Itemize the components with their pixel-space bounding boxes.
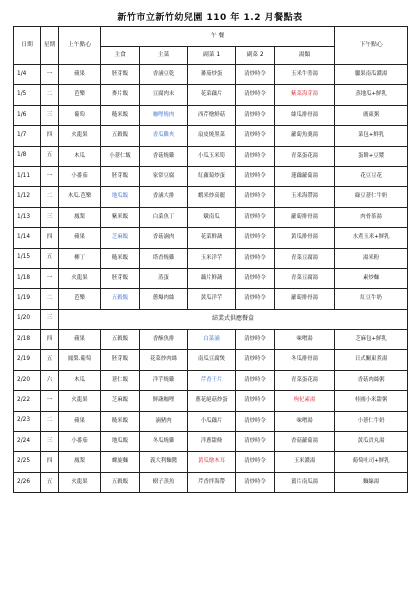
staple-cell: 糙米飯 bbox=[101, 105, 140, 125]
pm-snack-cell: 麵線湯 bbox=[335, 472, 408, 492]
staple-cell: 五穀飯 bbox=[101, 330, 140, 350]
pm-snack-cell: 綠豆薏仁牛奶 bbox=[335, 187, 408, 207]
side-dish-1-cell: 藕片鮮蔬 bbox=[188, 268, 236, 288]
header-weekday: 星期 bbox=[41, 27, 59, 65]
weekday-cell: 二 bbox=[41, 85, 59, 105]
am-snack-cell: 木瓜.芭樂 bbox=[59, 187, 101, 207]
side-dish-2-cell: 清炒時令 bbox=[236, 187, 275, 207]
date-cell: 2/18 bbox=[14, 330, 41, 350]
main-dish-cell: 豆腐肉末 bbox=[140, 85, 188, 105]
date-cell: 1/13 bbox=[14, 207, 41, 227]
soup-cell: 紫菜海芽湯 bbox=[275, 85, 335, 105]
date-cell: 1/14 bbox=[14, 228, 41, 248]
header-pm-snack: 下午點心 bbox=[335, 27, 408, 65]
pm-snack-cell: 菜包+鮮乳 bbox=[335, 126, 408, 146]
am-snack-cell: 芭樂 bbox=[59, 85, 101, 105]
pm-snack-cell: 小薏仁牛奶 bbox=[335, 411, 408, 431]
date-cell: 1/8 bbox=[14, 146, 41, 166]
am-snack-cell: 火龍果 bbox=[59, 391, 101, 411]
am-snack-cell: 蘋果 bbox=[59, 411, 101, 431]
weekday-cell: 一 bbox=[41, 268, 59, 288]
weekday-cell: 二 bbox=[41, 411, 59, 431]
header-staple: 主食 bbox=[101, 47, 140, 65]
main-dish-cell: 塔香燒雞 bbox=[140, 248, 188, 268]
date-cell: 1/4 bbox=[14, 65, 41, 85]
soup-cell: 青菜豆腐湯 bbox=[275, 268, 335, 288]
side-dish-2-cell: 清炒時令 bbox=[236, 330, 275, 350]
soup-cell: 薑片南瓜湯 bbox=[275, 472, 335, 492]
table-row bbox=[14, 85, 408, 105]
staple-cell: 胚芽飯 bbox=[101, 350, 140, 370]
table-row bbox=[14, 370, 408, 390]
soup-cell: 枸杞素湯 bbox=[275, 391, 335, 411]
main-dish-cell: 蒸蛋 bbox=[140, 268, 188, 288]
meal-table bbox=[13, 26, 408, 493]
side-dish-1-cell: 小瓜藕片 bbox=[188, 411, 236, 431]
date-cell: 1/18 bbox=[14, 268, 41, 288]
soup-cell: 蓮藕蘿蔔湯 bbox=[275, 166, 335, 186]
side-dish-1-cell: 蔥花絕菇炒蛋 bbox=[188, 391, 236, 411]
side-dish-1-cell: 玉米洋芋 bbox=[188, 248, 236, 268]
weekday-cell: 一 bbox=[41, 166, 59, 186]
date-cell: 1/15 bbox=[14, 248, 41, 268]
am-snack-cell: 火龍果 bbox=[59, 126, 101, 146]
date-cell: 1/20 bbox=[14, 309, 41, 329]
pm-snack-cell: 花豆豆花 bbox=[335, 166, 408, 186]
main-dish-cell: 樹子蒸魚 bbox=[140, 472, 188, 492]
weekday-cell: 三 bbox=[41, 432, 59, 452]
side-dish-2-cell: 清炒時令 bbox=[236, 166, 275, 186]
date-cell: 2/23 bbox=[14, 411, 41, 431]
am-snack-cell: 火龍果 bbox=[59, 268, 101, 288]
soup-cell: 味噌湯 bbox=[275, 411, 335, 431]
staple-cell: 薏仁飯 bbox=[101, 370, 140, 390]
weekday-cell: 六 bbox=[41, 370, 59, 390]
table-row bbox=[14, 146, 408, 166]
header-side2: 副菜 2 bbox=[236, 47, 275, 65]
am-snack-cell: 鳳梨.葡萄 bbox=[59, 350, 101, 370]
weekday-cell: 三 bbox=[41, 105, 59, 125]
table-row bbox=[14, 65, 408, 85]
side-dish-1-cell: 芹香干片 bbox=[188, 370, 236, 390]
staple-cell: 糙米飯 bbox=[101, 248, 140, 268]
weekday-cell: 五 bbox=[41, 146, 59, 166]
table-row bbox=[14, 452, 408, 472]
main-dish-cell: 家常豆腐 bbox=[140, 166, 188, 186]
am-snack-cell: 火龍果 bbox=[59, 472, 101, 492]
soup-cell: 香菇蘿蔔湯 bbox=[275, 432, 335, 452]
table-row bbox=[14, 207, 408, 227]
soup-cell: 玉米海帶湯 bbox=[275, 187, 335, 207]
side-dish-2-cell: 清炒時令 bbox=[236, 472, 275, 492]
staple-cell: 糙米飯 bbox=[101, 411, 140, 431]
side-dish-1-cell: 白菜滷 bbox=[188, 330, 236, 350]
pm-snack-cell: 葡萄吐司+鮮乳 bbox=[335, 452, 408, 472]
weekday-cell: 四 bbox=[41, 330, 59, 350]
side-dish-2-cell: 清炒時令 bbox=[236, 146, 275, 166]
date-cell: 1/12 bbox=[14, 187, 41, 207]
am-snack-cell: 芭樂 bbox=[59, 289, 101, 309]
pm-snack-cell: 黃瓜貢丸湯 bbox=[335, 432, 408, 452]
date-cell: 1/11 bbox=[14, 166, 41, 186]
side-dish-2-cell: 清炒時令 bbox=[236, 85, 275, 105]
side-dish-2-cell: 清炒時令 bbox=[236, 370, 275, 390]
staple-cell: 麥片飯 bbox=[101, 85, 140, 105]
soup-cell: 玉米濃湯 bbox=[275, 452, 335, 472]
side-dish-2-cell: 清炒時令 bbox=[236, 65, 275, 85]
table-row bbox=[14, 350, 408, 370]
weekday-cell: 一 bbox=[41, 65, 59, 85]
main-dish-cell: 香滷大排 bbox=[140, 187, 188, 207]
main-dish-cell: 義大利麵醬 bbox=[140, 452, 188, 472]
weekday-cell: 四 bbox=[41, 452, 59, 472]
side-dish-1-cell: 黃瓜洋芋 bbox=[188, 289, 236, 309]
soup-cell: 絲瓜排骨湯 bbox=[275, 105, 335, 125]
header-am-snack: 上午點心 bbox=[59, 27, 101, 65]
pm-snack-cell: 日式關東煮湯 bbox=[335, 350, 408, 370]
staple-cell: 螺旋麵 bbox=[101, 452, 140, 472]
table-row bbox=[14, 411, 408, 431]
main-dish-cell: 香菇燒雞 bbox=[140, 146, 188, 166]
weekday-cell: 四 bbox=[41, 228, 59, 248]
staple-cell: 地瓜飯 bbox=[101, 187, 140, 207]
pm-snack-cell: 桂圓小米甜粥 bbox=[335, 391, 408, 411]
soup-cell: 青菜豆腐湯 bbox=[275, 248, 335, 268]
am-snack-cell: 木瓜 bbox=[59, 146, 101, 166]
side-dish-2-cell: 清炒時令 bbox=[236, 105, 275, 125]
date-cell: 2/26 bbox=[14, 472, 41, 492]
table-row bbox=[14, 248, 408, 268]
header-date: 日期 bbox=[14, 27, 41, 65]
table-row bbox=[14, 330, 408, 350]
pm-snack-cell: 素炒麵 bbox=[335, 268, 408, 288]
date-cell: 2/24 bbox=[14, 432, 41, 452]
soup-cell: 蘿蔔排骨湯 bbox=[275, 207, 335, 227]
table-row bbox=[14, 391, 408, 411]
weekday-cell: 四 bbox=[41, 126, 59, 146]
weekday-cell: 三 bbox=[41, 309, 59, 329]
pm-snack-cell: 臘果南瓜濃湯 bbox=[335, 65, 408, 85]
weekday-cell: 五 bbox=[41, 472, 59, 492]
soup-cell: 玉米牛蒡湯 bbox=[275, 65, 335, 85]
weekday-cell: 二 bbox=[41, 187, 59, 207]
table-row bbox=[14, 432, 408, 452]
staple-cell: 五穀飯 bbox=[101, 472, 140, 492]
staple-cell: 芝麻飯 bbox=[101, 228, 140, 248]
header-soup: 湯類 bbox=[275, 47, 335, 65]
table-row bbox=[14, 289, 408, 309]
side-dish-2-cell: 清炒時令 bbox=[236, 126, 275, 146]
pm-snack-cell: 肉骨茶湯 bbox=[335, 207, 408, 227]
staple-cell: 胚芽飯 bbox=[101, 166, 140, 186]
date-cell: 1/7 bbox=[14, 126, 41, 146]
side-dish-1-cell: 紅蘿蔔炒蛋 bbox=[188, 166, 236, 186]
soup-cell: 蘿蔔排骨湯 bbox=[275, 289, 335, 309]
main-dish-cell: 洋芋燒雞 bbox=[140, 370, 188, 390]
pm-snack-cell: 紅豆牛奶 bbox=[335, 289, 408, 309]
main-dish-cell: 香瓜雞夾 bbox=[140, 126, 188, 146]
side-dish-1-cell: 黃瓜燴木耳 bbox=[188, 452, 236, 472]
side-dish-1-cell: 芹香拌海帶 bbox=[188, 472, 236, 492]
main-dish-cell: 香滷豆乾 bbox=[140, 65, 188, 85]
pm-snack-cell: 湯米粉 bbox=[335, 248, 408, 268]
main-dish-cell: 花菜炒肉絲 bbox=[140, 350, 188, 370]
side-dish-2-cell: 清炒時令 bbox=[236, 207, 275, 227]
side-dish-2-cell: 清炒時令 bbox=[236, 452, 275, 472]
am-snack-cell: 小番茄 bbox=[59, 432, 101, 452]
am-snack-cell: 鳳梨 bbox=[59, 207, 101, 227]
table-row bbox=[14, 309, 408, 329]
side-dish-2-cell: 清炒時令 bbox=[236, 228, 275, 248]
side-dish-1-cell: 小瓜玉米筍 bbox=[188, 146, 236, 166]
am-snack-cell: 葡萄 bbox=[59, 105, 101, 125]
header-side1: 副菜 1 bbox=[188, 47, 236, 65]
side-dish-1-cell: 蝦米炒高麗 bbox=[188, 187, 236, 207]
pm-snack-cell: 水煮玉米+鮮乳 bbox=[335, 228, 408, 248]
soup-cell: 黃瓜排骨湯 bbox=[275, 228, 335, 248]
date-cell: 2/25 bbox=[14, 452, 41, 472]
staple-cell: 胚芽飯 bbox=[101, 268, 140, 288]
am-snack-cell: 小番茄 bbox=[59, 166, 101, 186]
table-row bbox=[14, 268, 408, 288]
weekday-cell: 五 bbox=[41, 350, 59, 370]
pm-snack-cell: 香菇肉絲粥 bbox=[335, 370, 408, 390]
staple-cell: 地瓜飯 bbox=[101, 432, 140, 452]
soup-cell: 青菜蛋花湯 bbox=[275, 146, 335, 166]
meal-table-body bbox=[14, 65, 408, 493]
date-cell: 2/20 bbox=[14, 370, 41, 390]
side-dish-2-cell: 清炒時令 bbox=[236, 432, 275, 452]
side-dish-2-cell: 清炒時令 bbox=[236, 350, 275, 370]
side-dish-1-cell: 南瓜豆腐煲 bbox=[188, 350, 236, 370]
am-snack-cell: 蘋果 bbox=[59, 65, 101, 85]
staple-cell: 紫米飯 bbox=[101, 207, 140, 227]
pm-snack-cell: 蒸地瓜+鮮乳 bbox=[335, 85, 408, 105]
date-cell: 2/22 bbox=[14, 391, 41, 411]
weekday-cell: 一 bbox=[41, 391, 59, 411]
am-snack-cell: 木瓜 bbox=[59, 370, 101, 390]
staple-cell: 胚芽飯 bbox=[101, 65, 140, 85]
side-dish-2-cell: 清炒時令 bbox=[236, 391, 275, 411]
table-row bbox=[14, 472, 408, 492]
page-title: 新竹市立新竹幼兒園 110 年 1.2 月餐點表 bbox=[117, 13, 303, 23]
side-dish-2-cell: 清炒時令 bbox=[236, 289, 275, 309]
table-row bbox=[14, 166, 408, 186]
staple-cell: 五穀飯 bbox=[101, 126, 140, 146]
side-dish-1-cell: 蕃茄炒蛋 bbox=[188, 65, 236, 85]
table-row bbox=[14, 126, 408, 146]
side-dish-1-cell: 洋蔥甜條 bbox=[188, 432, 236, 452]
side-dish-1-cell: 燉南瓜 bbox=[188, 207, 236, 227]
staple-cell: 五穀飯 bbox=[101, 289, 140, 309]
header-main: 主菜 bbox=[140, 47, 188, 65]
table-row bbox=[14, 187, 408, 207]
table-row bbox=[14, 228, 408, 248]
side-dish-1-cell: 花菜鮮蔬 bbox=[188, 228, 236, 248]
am-snack-cell: 蘋果 bbox=[59, 330, 101, 350]
staple-cell: 芝麻飯 bbox=[101, 391, 140, 411]
main-dish-cell: 咖哩燒肉 bbox=[140, 105, 188, 125]
date-cell: 2/19 bbox=[14, 350, 41, 370]
header-lunch: 午 餐 bbox=[101, 27, 335, 47]
pm-snack-cell: 芝麻包+鮮乳 bbox=[335, 330, 408, 350]
table-row bbox=[14, 105, 408, 125]
main-dish-cell: 滷豬肉 bbox=[140, 411, 188, 431]
am-snack-cell: 鳳梨 bbox=[59, 452, 101, 472]
soup-cell: 冬瓜排骨湯 bbox=[275, 350, 335, 370]
main-dish-cell: 冬瓜燒雞 bbox=[140, 432, 188, 452]
weekday-cell: 三 bbox=[41, 207, 59, 227]
soup-cell: 蘿蔔魚羹湯 bbox=[275, 126, 335, 146]
date-cell: 1/5 bbox=[14, 85, 41, 105]
weekday-cell: 五 bbox=[41, 248, 59, 268]
merged-event-cell: 結業式供應餐盒 bbox=[59, 309, 408, 329]
main-dish-cell: 蔥爆肉絲 bbox=[140, 289, 188, 309]
main-dish-cell: 鮮蔬咖哩 bbox=[140, 391, 188, 411]
date-cell: 1/19 bbox=[14, 289, 41, 309]
main-dish-cell: 香酥魚排 bbox=[140, 330, 188, 350]
soup-cell: 青菜蛋花湯 bbox=[275, 370, 335, 390]
weekday-cell: 二 bbox=[41, 289, 59, 309]
soup-cell: 味噌湯 bbox=[275, 330, 335, 350]
main-dish-cell: 香菇滷肉 bbox=[140, 228, 188, 248]
date-cell: 1/6 bbox=[14, 105, 41, 125]
am-snack-cell: 蘋果 bbox=[59, 228, 101, 248]
side-dish-1-cell: 扇皮燒黑菜 bbox=[188, 126, 236, 146]
side-dish-1-cell: 花菜藕片 bbox=[188, 85, 236, 105]
side-dish-2-cell: 清炒時令 bbox=[236, 268, 275, 288]
pm-snack-cell: 蛋餅+豆漿 bbox=[335, 146, 408, 166]
side-dish-2-cell: 清炒時令 bbox=[236, 248, 275, 268]
staple-cell: 小薏仁飯 bbox=[101, 146, 140, 166]
side-dish-2-cell: 清炒時令 bbox=[236, 411, 275, 431]
side-dish-1-cell: 西芹燴鮮菇 bbox=[188, 105, 236, 125]
pm-snack-cell: 廣東粥 bbox=[335, 105, 408, 125]
am-snack-cell: 柳丁 bbox=[59, 248, 101, 268]
main-dish-cell: 白菜魚丁 bbox=[140, 207, 188, 227]
